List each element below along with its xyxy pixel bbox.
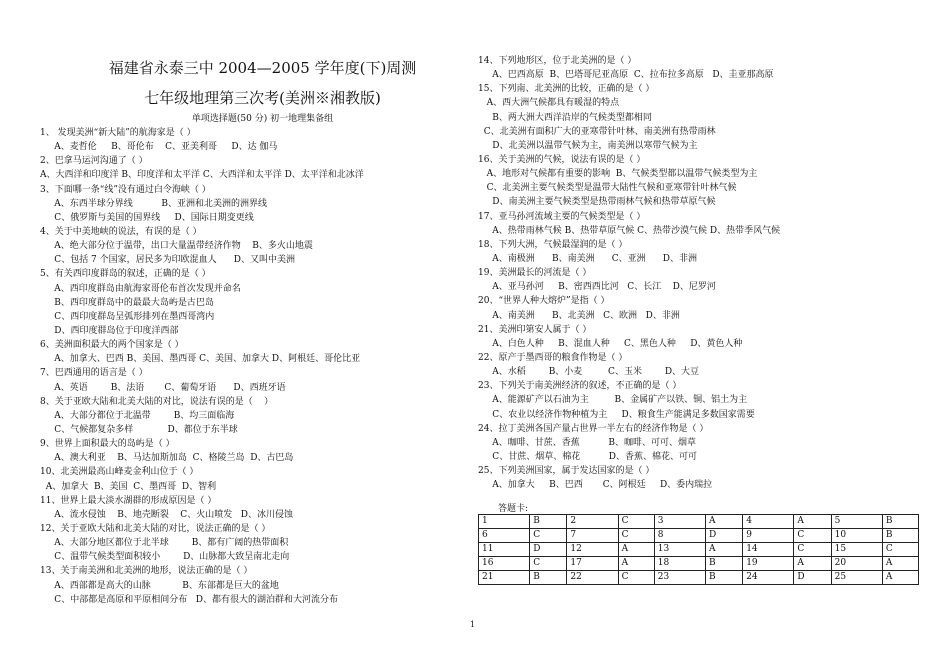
answer-choice: B [530,571,567,585]
question-line: C、北美洲主要气候类型是温带大陆性气候和亚寒带针叶林气候 [478,183,737,194]
answer-question-number: 1 [479,515,530,529]
question-line: C、气候都复杂多样 D、都位于东半球 [40,424,238,435]
answer-question-number: 12 [567,543,618,557]
question-line: C、西印度群岛呈弧形排列在墨西哥湾内 [40,311,215,322]
question-line: A、加拿大、巴西 B、美国、墨西哥 C、美国、加拿大 D、阿根廷、哥伦比亚 [40,354,361,365]
answer-choice: C [618,529,654,543]
question-line: A、流水侵蚀 B、地壳断裂 C、火山喷发 D、冰川侵蚀 [40,509,293,520]
question-line: C、俄罗斯与美国的国界线 D、国际日期变更线 [40,212,254,223]
question-line: A、澳大利亚 B、马达加斯加岛 C、格陵兰岛 D、古巴岛 [40,453,294,464]
answer-row [479,529,919,543]
answer-choice: C [530,557,567,571]
answer-choice: C [882,543,918,557]
answer-question-number: 7 [567,529,618,543]
question-line: C、温带气候类型面积较小 D、山脉都大致呈南北走向 [40,552,290,563]
question-line: B、两大洲大西洋沿岸的气候类型都相同 [478,112,652,123]
answer-row [479,543,919,557]
answer-choice: A [882,571,918,585]
question-line: C、包括 7 个国家，居民多为印欧混血人 D、又叫中美洲 [40,255,296,266]
question-line: 4、关于中美地峡的说法，有误的是（ ） [40,226,202,237]
answer-choice: C [794,543,831,557]
question-line: 16、关于美洲的气候，说法有误的是（ ） [478,154,646,165]
answer-question-number: 21 [479,571,530,585]
answer-choice: B [706,571,743,585]
answer-question-number: 5 [831,515,882,529]
answer-choice: D [530,543,567,557]
page-number: 1 [470,620,476,629]
question-line: A、大部分都位于北温带 B、均三面临海 [40,410,235,421]
question-line: D、南美洲主要气候类型是热带雨林气候和热带草原气候 [478,197,716,208]
answer-choice: A [882,557,918,571]
question-line: 14、下列地形区，位于北美洲的是（ ） [478,56,637,66]
answer-choice: C [794,529,831,543]
question-line: 11、世界上最大淡水湖群的形成原因是（ ） [40,495,217,506]
answer-question-number: 2 [567,515,618,529]
question-line: A、南极洲 B、南美洲 C、亚洲 D、非洲 [478,253,698,264]
question-line: A、白色人种 B、混血人种 C、黑色人种 D、黄色人种 [478,338,743,349]
question-line: C、中部都是高原和平原相间分布 D、都有很大的湖泊群和大河流分布 [40,594,338,605]
question-line: 15、下列南、北美洲的比较，正确的是（ ） [478,84,655,95]
answer-choice: D [794,571,831,585]
question-line: A、巴西高原 B、巴塔哥尼亚高原 C、拉布拉多高原 D、圭亚那高原 [478,70,774,81]
answer-question-number: 11 [479,543,530,557]
question-line: 1、 发现美洲“新大陆”的航海家是（ ） [40,128,196,138]
answer-question-number: 6 [479,529,530,543]
answer-choice: D [706,529,743,543]
question-line: 22、原产于墨西哥的粮食作物是（ ） [478,352,628,363]
question-line: A、麦哲伦 B、哥伦布 C、亚美利哥 D、达 伽马 [40,142,278,153]
question-line: 12、关于亚欧大陆和北美大陆的对比，说法正确的是（ ） [40,523,271,534]
exam-title-line2: 七年级地理第三次考(美洲※湘教版) [144,89,381,107]
answer-question-number: 8 [654,529,705,543]
answer-question-number: 24 [743,571,794,585]
answer-question-number: 16 [479,557,530,571]
question-line: A、亚马孙河 B、密西西比河 C、长江 D、尼罗河 [478,282,716,293]
answer-choice: A [794,515,831,529]
answer-choice: A [706,515,743,529]
answer-choice: A [794,557,831,571]
answer-row [479,571,919,585]
answer-question-number: 9 [743,529,794,543]
exam-subtitle: 单项选择题(50 分) 初一地理集备组 [191,114,334,124]
left-question-list [40,126,364,607]
question-line: 17、亚马孙河流域主要的气候类型是（ ） [478,211,646,222]
answer-question-number: 22 [567,571,618,585]
question-line: A、加拿大 B、巴西 C、阿根廷 D、委内瑞拉 [478,480,713,491]
question-line: 10、北美洲最高山峰麦金利山位于（ ） [40,467,199,478]
question-line: A、咖啡、甘蔗、香蕉 B、咖啡、可可、烟草 [478,437,697,448]
answer-card-label: 答题卡: [498,504,529,514]
answer-choice: A [618,557,654,571]
answer-question-number: 15 [831,543,882,557]
question-line: A、南美洲 B、北美洲 C、欧洲 D、非洲 [478,310,680,321]
question-line: A、热带雨林气候 B、热带草原气候 C、热带沙漠气候 D、热带季风气候 [478,225,781,236]
answer-question-number: 23 [654,571,705,585]
answer-choice: C [618,571,654,585]
question-line: 2、巴拿马运河沟通了（ ） [40,156,148,167]
question-line: 8、关于亚欧大陆和北美大陆的对比，说法有误的是（ ） [40,396,274,407]
question-line: A、西部都是高大的山脉 B、东部都是巨大的盆地 [40,580,279,591]
question-line: 13、关于南美洲和北美洲的地形，说法正确的是（ ） [40,566,253,577]
answer-card-table [478,514,919,585]
right-question-list [478,54,780,492]
question-line: 3、下面哪一条“线”没有通过白令海峡（ ） [40,184,211,195]
answer-question-number: 18 [654,557,705,571]
answer-question-number: 13 [654,543,705,557]
question-line: A、大部分地区都位于北半球 B、都有广阔的热带面积 [40,538,289,549]
question-line: A、大西洋和印度洋 B、印度洋和太平洋 C、大西洋和太平洋 D、太平洋和北冰洋 [40,170,364,181]
question-line: A、地形对气候都有重要的影响 B、气候类型都以温带气候类型为主 [478,169,758,180]
question-line: A、绝大部分位于温带，出口大量温带经济作物 B、多火山地震 [40,241,313,252]
answer-question-number: 25 [831,571,882,585]
question-line: B、西印度群岛中的最最大岛屿是古巴岛 [40,297,214,308]
question-line: 6、美洲面积最大的两个国家是（ ） [40,340,184,351]
answer-question-number: 19 [743,557,794,571]
question-line: 21、美洲印第安人属于（ ） [478,324,592,335]
answer-choice: B [882,515,918,529]
question-line: D、北美洲以温带气候为主，南美洲以寒带气候为主 [478,140,698,151]
question-line: 18、下列大洲，气候最湿润的是（ ） [478,239,628,250]
question-line: 24、拉丁美洲各国产量占世界一半左右的经济作物是（ ） [478,423,709,434]
question-line: 5、有关西印度群岛的叙述，正确的是（ ） [40,269,211,280]
question-line: C、北美洲有面积广大的亚寒带针叶林、南美洲有热带雨林 [478,126,716,137]
question-line: A、英语 B、法语 C、葡萄牙语 D、西班牙语 [40,382,286,393]
answer-question-number: 20 [831,557,882,571]
exam-title-line1: 福建省永泰三中 2004—2005 学年度(下)周测 [108,59,417,77]
answer-question-number: 14 [743,543,794,557]
question-line: A、西大洲气候都具有暖湿的特点 [478,98,620,109]
answer-row [479,557,919,571]
answer-choice: B [882,529,918,543]
answer-question-number: 4 [743,515,794,529]
question-line: C、农业以经济作物种植为主 D、粮食生产能满足多数国家需要 [478,409,755,420]
question-line: C、甘蔗、烟草、棉花 D、香蕉、棉花、可可 [478,451,698,462]
answer-choice: A [618,543,654,557]
question-line: 25、下列美洲国家，属于发达国家的是（ ） [478,466,655,477]
answer-choice: C [530,529,567,543]
question-line: A、加拿大 B、美国 C、墨西哥 D、智利 [40,481,217,492]
answer-question-number: 17 [567,557,618,571]
answer-choice: B [530,515,567,529]
question-line: 9、世界上面积最大的岛屿是（ ） [40,439,175,450]
answer-choice: C [618,515,654,529]
question-line: A、西印度群岛由航海家哥伦布首次发现并命名 [40,283,241,294]
question-line: A、东西半球分界线 B、亚洲和北美洲的洲界线 [40,198,268,209]
question-line: 19、美洲最长的河流是（ ） [478,268,592,279]
answer-row [479,515,919,529]
question-line: A、水稻 B、小麦 C、玉米 D、大豆 [478,367,700,378]
answer-question-number: 3 [654,515,705,529]
question-line: 20、“世界人种大熔炉”是指（ ） [478,296,610,307]
question-line: 23、下列关于南美洲经济的叙述，不正确的是（ ） [478,381,682,392]
answer-choice: B [706,557,743,571]
answer-choice: A [706,543,743,557]
question-line: D、西印度群岛位于印度洋西部 [40,325,179,336]
answer-question-number: 10 [831,529,882,543]
question-line: A、能源矿产以石油为主 B、金属矿产以铁、铜、铝土为主 [478,395,748,406]
question-line: 7、巴西通用的语言是（ ） [40,368,148,379]
